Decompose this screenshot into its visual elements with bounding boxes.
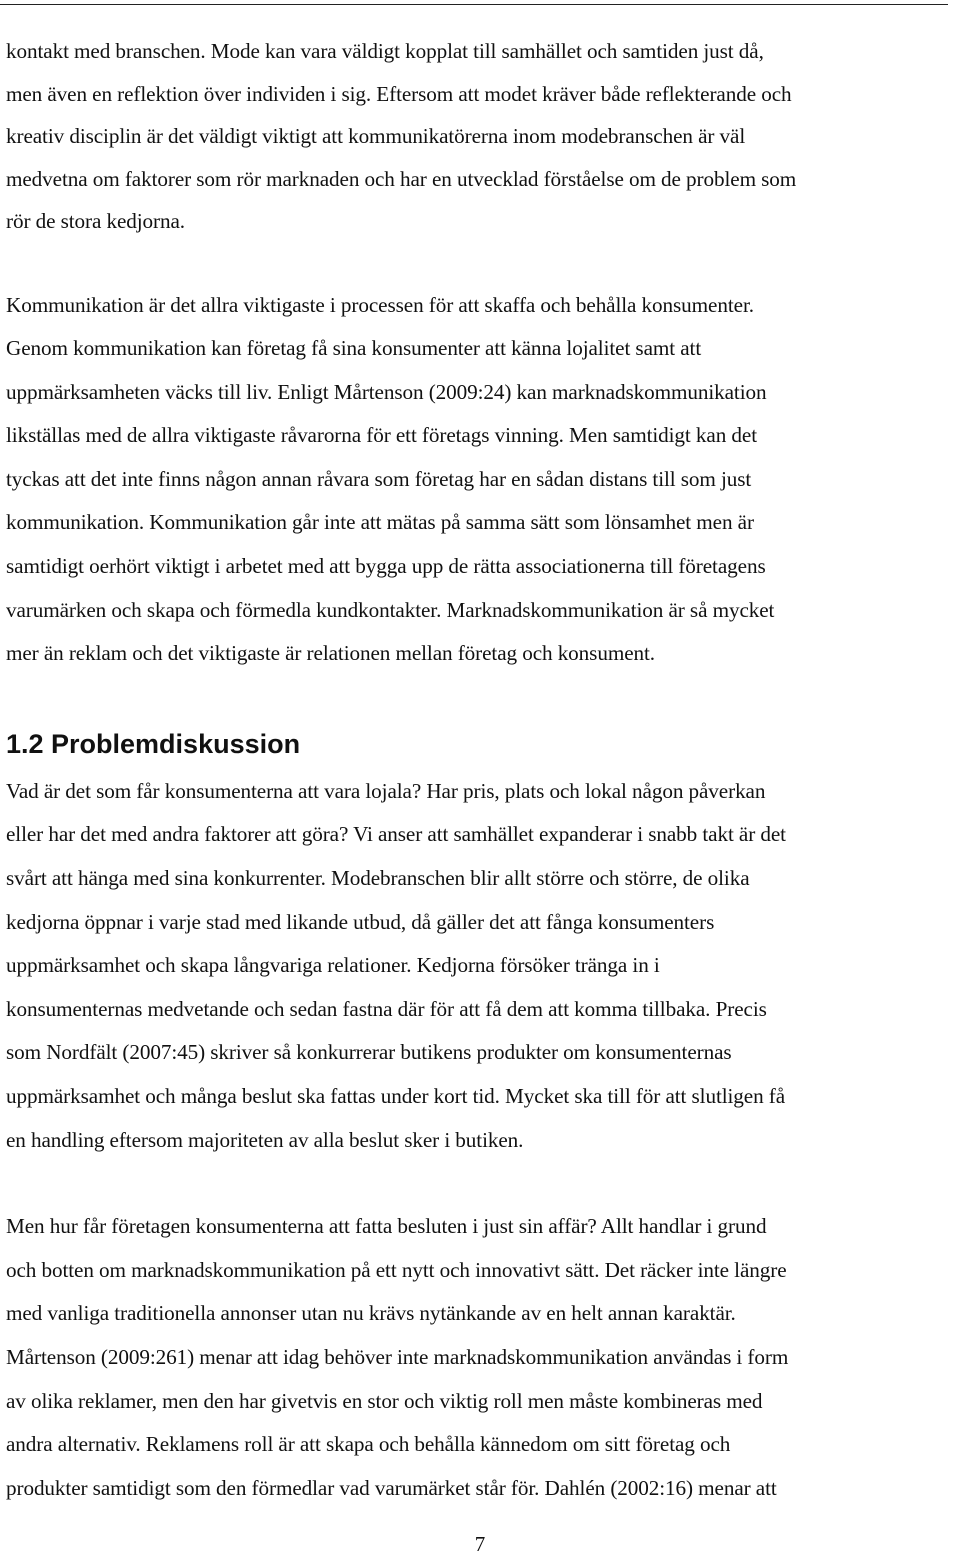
text-line: uppmärksamheten väcks till liv. Enligt Mårtenson (2009:24) kan marknadskommunikation bbox=[6, 379, 767, 404]
text-line: men även en reflektion över individen i sig. Eftersom att modet kräver både reflekterande och bbox=[6, 81, 792, 106]
text-line: av olika reklamer, men den har givetvis en stor och viktig roll men måste kombineras med bbox=[6, 1388, 763, 1413]
text-line: mer än reklam och det viktigaste är relationen mellan företag och konsument. bbox=[6, 641, 655, 666]
text-line: samtidigt oerhört viktigt i arbetet med att bygga upp de rätta associationerna till företagens bbox=[6, 554, 766, 579]
text-line: andra alternativ. Reklamens roll är att skapa och behålla kännedom om sitt företag och bbox=[6, 1432, 731, 1457]
text-line: medvetna om faktorer som rör marknaden och har en utvecklad förståelse om de problem som bbox=[6, 166, 797, 191]
text-line: uppmärksamhet och skapa långvariga relationer. Kedjorna försöker tränga in i bbox=[6, 953, 660, 978]
page-number: 7 bbox=[474, 1532, 486, 1556]
text-line: varumärken och skapa och förmedla kundkontakter. Marknadskommunikation är så mycket bbox=[6, 597, 775, 622]
paragraph-4 bbox=[6, 1205, 952, 1510]
text-line: tyckas att det inte finns någon annan råvara som företag har en sådan distans till som just bbox=[6, 466, 752, 491]
text-line: Mårtenson (2009:261) menar att idag behöver inte marknadskommunikation användas i form bbox=[6, 1344, 789, 1369]
text-line: konsumenternas medvetande och sedan fastna där för att få dem att komma tillbaka. Precis bbox=[6, 996, 767, 1021]
text-line: en handling eftersom majoriteten av alla beslut sker i butiken. bbox=[6, 1127, 524, 1152]
text-line: rör de stora kedjorna. bbox=[6, 209, 186, 233]
text-line: kedjorna öppnar i varje stad med likande utbud, då gäller det att fånga konsumenters bbox=[6, 909, 715, 934]
text-line: Kommunikation är det allra viktigaste i processen för att skaffa och behålla konsumenter. bbox=[6, 292, 754, 317]
paragraph-3 bbox=[6, 770, 952, 1162]
text-line: Men hur får företagen konsumenterna att fatta besluten i just sin affär? Allt handlar i grund bbox=[6, 1214, 767, 1239]
text-line: produkter samtidigt som den förmedlar vad varumärket står för. Dahlén (2002:16) menar att bbox=[6, 1475, 777, 1500]
text-line: eller har det med andra faktorer att göra? Vi anser att samhället expanderar i snabb takt är det bbox=[6, 822, 786, 847]
text-line: likställas med de allra viktigaste råvarorna för ett företags vinning. Men samtidigt kan det bbox=[6, 423, 757, 448]
text-line: kontakt med branschen. Mode kan vara väldigt kopplat till samhället och samtiden just då, bbox=[6, 39, 764, 63]
document-page bbox=[6, 30, 952, 1510]
header-rule bbox=[0, 4, 948, 5]
paragraph-2 bbox=[6, 284, 952, 676]
text-line: svårt att hänga med sina konkurrenter. Modebranschen blir allt större och större, de olika bbox=[6, 866, 750, 891]
text-line: med vanliga traditionella annonser utan nu krävs nytänkande av en helt annan karaktär. bbox=[6, 1301, 736, 1326]
text-line: kreativ disciplin är det väldigt viktigt att kommunikatörerna inom modebranschen är väl bbox=[6, 124, 746, 148]
text-line: och botten om marknadskommunikation på ett nytt och innovativt sätt. Det räcker inte längre bbox=[6, 1257, 787, 1282]
text-line: kommunikation. Kommunikation går inte att mätas på samma sätt som lönsamhet men är bbox=[6, 510, 754, 535]
text-line: som Nordfält (2007:45) skriver så konkurrerar butikens produkter om konsumenternas bbox=[6, 1040, 732, 1065]
paragraph-1 bbox=[6, 30, 952, 243]
text-line: Vad är det som får konsumenterna att vara lojala? Har pris, plats och lokal någon påverkan bbox=[6, 778, 766, 803]
text-line: uppmärksamhet och många beslut ska fattas under kort tid. Mycket ska till för att slutligen få bbox=[6, 1084, 786, 1108]
section-heading: 1.2 Problemdiskussion bbox=[6, 728, 301, 759]
text-line: Genom kommunikation kan företag få sina konsumenter att känna lojalitet samt att bbox=[6, 336, 702, 361]
